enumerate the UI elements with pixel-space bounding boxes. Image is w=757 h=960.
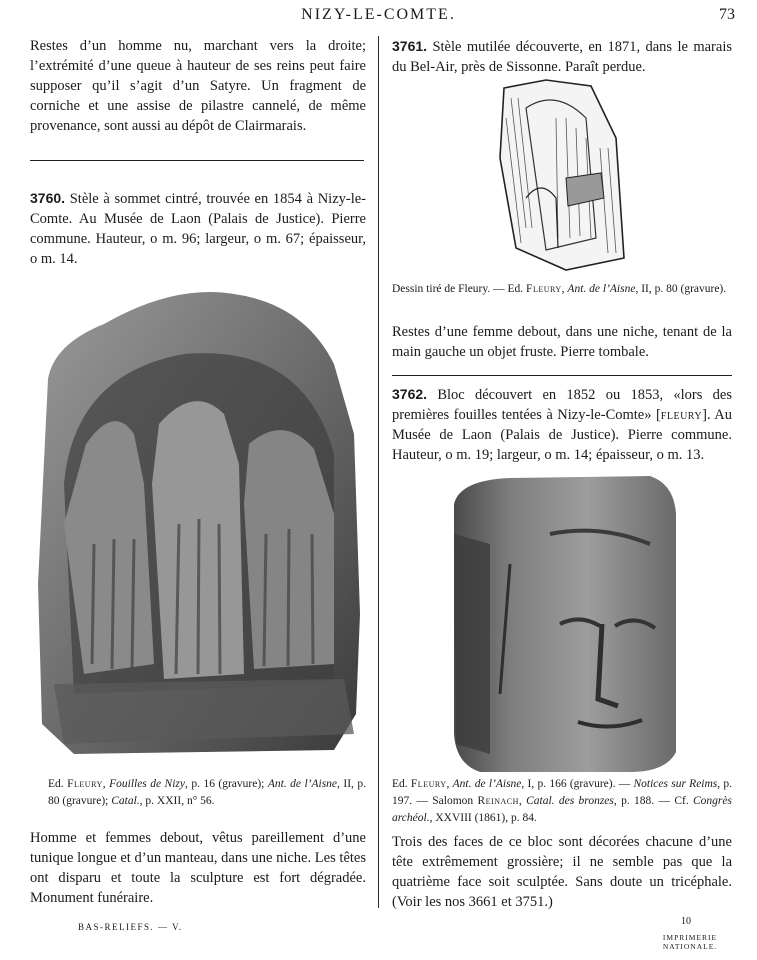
entry-number: 3761.	[392, 38, 428, 54]
section-rule-left	[30, 160, 364, 161]
entry-3760	[30, 188, 366, 269]
sheet-number: 10	[681, 916, 691, 927]
entry-number: 3762.	[392, 386, 428, 402]
column-divider	[378, 36, 379, 908]
stele-3761-drawing	[496, 78, 628, 274]
stele-3760-photo	[34, 284, 364, 756]
entry-3761	[392, 36, 732, 77]
entry-text: Stèle mutilée découverte, en 1871, dans le marais du Bel-Air, près de Sissonne. Paraît perdue.	[392, 39, 732, 75]
bracket-author: fleury	[660, 407, 703, 423]
running-title: NIZY-LE-COMTE.	[301, 6, 456, 23]
author-name: Fleury	[526, 283, 562, 295]
description-3762: Trois des faces de ce bloc sont décorées chacune d’une tête extrêmement grossière; il ne semble pas que la quatrième face soit sculptée. Sans doute un tricéphale. (Voir les nos 3661 et 3751.)	[392, 834, 732, 910]
entry-text: Stèle à sommet cintré, trouvée en 1854 à Nizy-le-Comte. Au Musée de Laon (Palais de Justice). Pierre commune. Hauteur, o m. 96; largeur, o m. 67; épaisseur, o m. 14.	[30, 191, 367, 267]
author-name: Reinach	[477, 795, 519, 807]
caption-3761: Dessin tiré de Fleury. — Ed. Fleury, Ant. de l’Aisne, II, p. 80 (gravure).	[392, 283, 727, 295]
section-rule-right	[392, 375, 732, 376]
author-name: Fleury	[410, 778, 447, 790]
description-3761: Restes d’une femme debout, dans une niche, tenant de la main gauche un objet fruste. Pierre tombale.	[392, 324, 732, 360]
entry-number: 3760.	[30, 190, 66, 206]
entry-3762: 3762. Bloc découvert en 1852 ou 1853, «lors des premières fouilles tentées à Nizy-le-Comte» [fleury]. Au Musée de Laon (Palais de Justice). Pierre commune. Hauteur, o m. 19; largeur, o m. 14; épaisseur, o m. 13.	[392, 386, 732, 463]
stele-relief-image	[34, 284, 364, 756]
page-number: 73	[719, 6, 735, 23]
block-3762-photo	[450, 474, 678, 774]
tricephalus-block-image	[450, 474, 678, 774]
printer-name: IMPRIMERIE NATIONALE.	[662, 933, 718, 951]
stele-sketch-image	[496, 78, 628, 274]
footer-volume: BAS-RELIEFS. — V.	[78, 922, 183, 932]
caption-3760: Ed. Fleury, Fouilles de Nizy, p. 16 (gravure); Ant. de l’Aisne, II, p. 80 (gravure); Catal., p. XXII, n° 56.	[48, 778, 367, 807]
description-3760: Homme et femmes debout, vêtus pareillement d’une tunique longue et d’un manteau, dans une niche. Les têtes ont disparu et toute la sculpture est fort dégradée. Monument funéraire.	[30, 830, 366, 906]
intro-paragraph: Restes d’un homme nu, marchant vers la droite; l’extrémité d’une queue à hauteur de ses reins peut faire supposer qu’il s’agit d’un Satyre. Un fragment de corniche et une assise de pilastre cannelé, de même provenance, sont aussi au dépôt de Clairmarais.	[30, 38, 366, 134]
author-name: Fleury	[67, 778, 103, 790]
caption-3762: Ed. Fleury, Ant. de l’Aisne, I, p. 166 (gravure). — Notices sur Reims, p. 197. — Salomon Reinach, Catal. des bronzes, p. 188. — Cf. Congrès archéol., XXVIII (1861), p. 84.	[392, 778, 733, 824]
